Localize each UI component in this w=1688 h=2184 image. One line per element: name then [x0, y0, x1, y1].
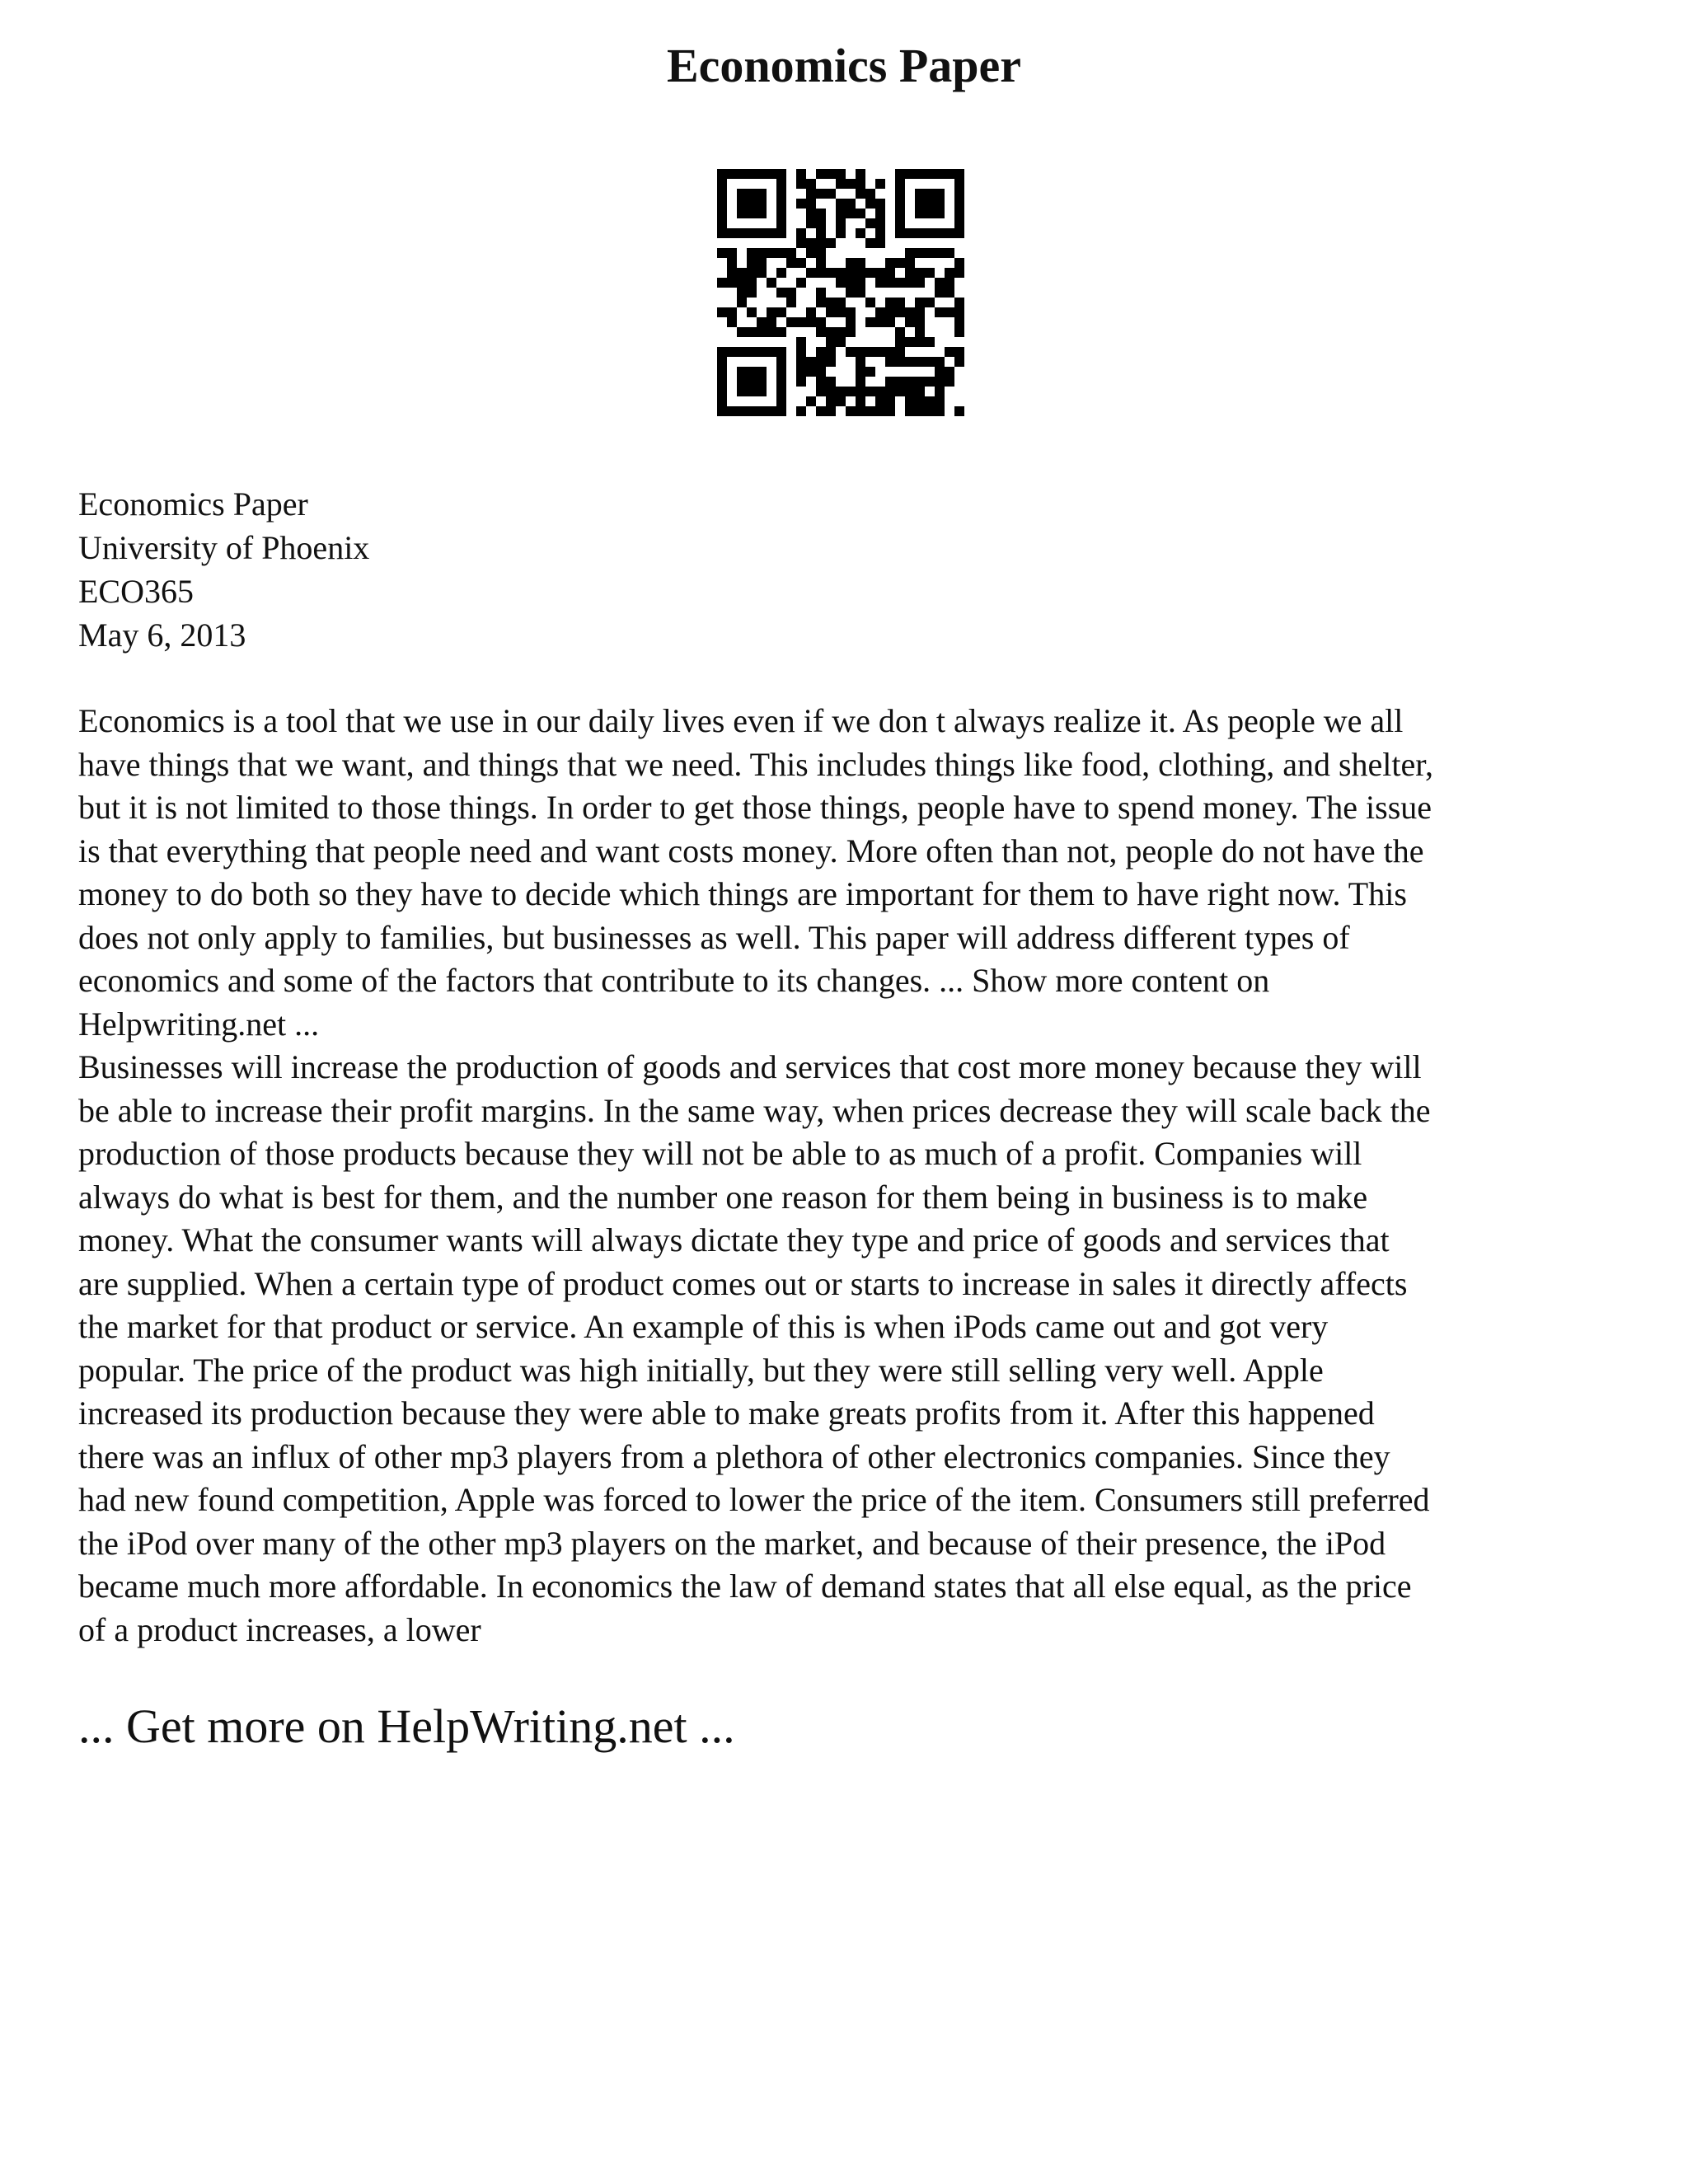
body-line: the market for that product or service. An example of this is when iPods came out and got very: [78, 1308, 1329, 1345]
body-line: does not only apply to families, but businesses as well. This paper will address different types of: [78, 918, 1350, 956]
body-line: production of those products because they will not be able to as much of a profit. Companies will: [78, 1135, 1362, 1172]
body-line: are supplied. When a certain type of product comes out or starts to increase in sales it directly affects: [78, 1264, 1408, 1302]
header-university-line: University of Phoenix: [78, 529, 370, 566]
document-title: Economics Paper: [666, 39, 1022, 92]
document-body: [78, 700, 1611, 1652]
body-line: increased its production because they were able to make greats profits from it. After this happened: [78, 1394, 1375, 1432]
body-line: money. What the consumer wants will always dictate they type and price of goods and services that: [78, 1221, 1390, 1258]
body-line: money to do both so they have to decide which things are important for them to have right now. This: [78, 875, 1407, 912]
body-line: of a product increases, a lower: [78, 1610, 481, 1648]
body-line: always do what is best for them, and the number one reason for them being in business is to make: [78, 1178, 1368, 1216]
body-line: there was an influx of other mp3 players from a plethora of other electronics companies. Since they: [78, 1437, 1390, 1475]
header-course-line: ECO365: [78, 573, 194, 610]
body-line: but it is not limited to those things. In order to get those things, people have to spend money. The issue: [78, 789, 1432, 826]
qr-code-icon: [717, 169, 964, 416]
body-line: Businesses will increase the production of goods and services that cost more money because they will: [78, 1048, 1422, 1085]
body-line: economics and some of the factors that contribute to its changes. ... Show more content on: [78, 962, 1270, 999]
body-line: had new found competition, Apple was forced to lower the price of the item. Consumers still preferred: [78, 1481, 1430, 1518]
body-line: have things that we want, and things that we need. This includes things like food, clothing, and shelter,: [78, 745, 1434, 783]
get-more-link[interactable]: ... Get more on HelpWriting.net ...: [78, 1699, 735, 1753]
header-date-line: May 6, 2013: [78, 616, 246, 654]
body-line: became much more affordable. In economics the law of demand states that all else equal, as the price: [78, 1568, 1412, 1605]
body-line: is that everything that people need and want costs money. More often than not, people do not have the: [78, 832, 1424, 869]
body-line: Helpwriting.net ...: [78, 1005, 320, 1043]
document-header: [78, 482, 1611, 657]
header-title-line: Economics Paper: [78, 485, 308, 523]
body-line: the iPod over many of the other mp3 players on the market, and because of their presence, the iPod: [78, 1524, 1386, 1562]
body-line: popular. The price of the product was high initially, but they were still selling very well. Apple: [78, 1351, 1324, 1389]
body-line: Economics is a tool that we use in our daily lives even if we don t always realize it. As people we all: [78, 702, 1404, 739]
body-line: be able to increase their profit margins. In the same way, when prices decrease they will scale back the: [78, 1091, 1431, 1129]
